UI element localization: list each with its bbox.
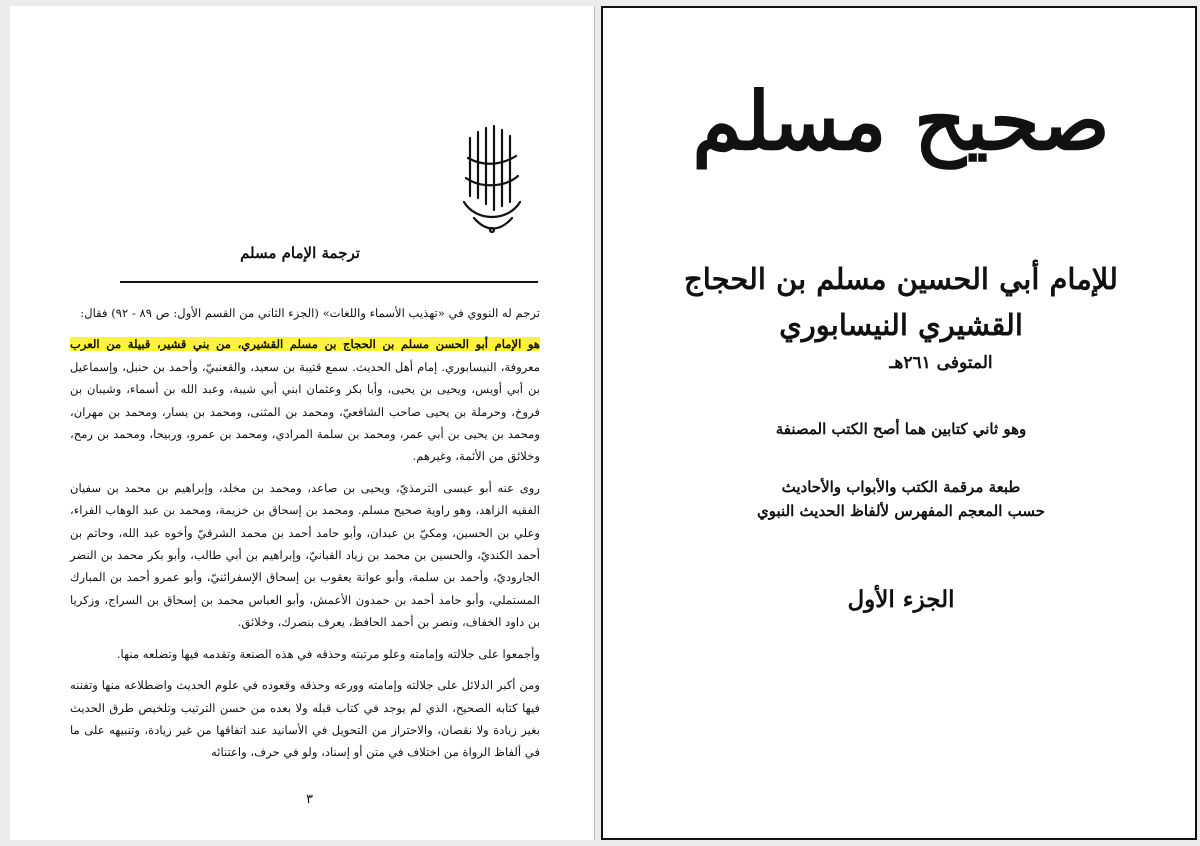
- death-date: المتوفى ٢٦١هـ: [889, 353, 993, 373]
- page-number: ٣: [306, 792, 313, 807]
- paragraph-highlighted: [70, 333, 540, 467]
- highlighted-sentence: هو الإمام أبو الحسن مسلم بن الحجاج بن مسلم القشيري، من بني قشير، قبيلة من العرب: [70, 337, 540, 352]
- book-description: وهو ثاني كتابين هما أصح الكتب المصنفة: [775, 420, 1027, 438]
- paragraph-text: وأجمعوا على جلالته وإمامته وعلو مرتبته وحذقه في هذه الصنعة وتقدمه فيها وتضلعه منها.: [116, 646, 540, 661]
- edition-note-1: طبعة مرقمة الكتب والأبواب والأحاديث: [781, 478, 1021, 496]
- paragraph-intro: [70, 302, 540, 324]
- basmala-calligraphy: [456, 118, 528, 238]
- edition-note-2: حسب المعجم المفهرس لألفاظ الحديث النبوي: [757, 502, 1045, 520]
- author-line-1: للإمام أبي الحسين مسلم بن الحجاج: [684, 262, 1118, 296]
- title-underline: [120, 281, 538, 283]
- biography-text: [70, 302, 540, 773]
- paragraph-text: روى عنه أبو عيسى الترمذيّ، ويحيى بن صاعد، ومحمد بن مخلد، وإبراهيم بن محمد بن سفيان الفقيه الزاهد، وهو راوية صحيح مسلم. ومحمد بن إسحاق بن خزيمة، ومحمد بن عبد الوهاب الفراء، وعلي بن الحسين، ومكيّ بن عبدان، وأبو حامد أحمد بن محمد الشرقيّ وأخوه عبد الله، وحاتم بن أحمد الكنديّ، والحسين بن محمد بن زياد القبانيّ، وإبراهيم بن أبي طالب، وأبو بكر محمد بن النضر الجاروديّ، وأحمد بن سلمة، وأبو عوانة يعقوب بن إسحاق الإسفرائنيّ، وأبو عمرو أحمد بن المبارك المستملي، وأبو حامد أحمد بن حمدون الأعمش، وأبو العباس محمد بن إسحاق بن السراج، وزكريا بن داود الخفاف، ونصر بن أحمد الحافظ، يعرف بنصرك، وخلائق.: [70, 480, 540, 630]
- paragraph-evidence: [70, 674, 540, 764]
- book-title: صحيح مسلم: [692, 74, 1110, 168]
- right-page-cover: [601, 6, 1197, 840]
- author-line-2: القشيري النيسابوري: [779, 308, 1023, 342]
- paragraph-text: ومن أكبر الدلائل على جلالته وإمامته وورعه وحذقه وقعوده في علوم الحديث واضطلاعه منها وتفننه فيها كتابه الصحيح، الذي لم يوجد في كتاب قبله ولا بعده من حسن الترتيب وتلخيص طرق الحديث بغير زيادة ولا نقصان، والاحتراز من التحويل في الأسانيد عند اتفاقها من غير زيادة، وتنبيهه على ما في ألفاظ الرواة من اختلاف في متن أو إسناد، ولو في حرف، واعتنائه: [70, 678, 540, 760]
- left-page: [10, 6, 595, 840]
- volume-label: الجزء الأول: [847, 586, 955, 613]
- section-title: ترجمة الإمام مسلم: [240, 244, 360, 262]
- paragraph-consensus: [70, 643, 540, 665]
- paragraph-text: ترجم له النووي في «تهذيب الأسماء واللغات» (الجزء الثاني من القسم الأول: ص ٨٩ - ٩٢) فقال:: [80, 306, 540, 320]
- paragraph-text: معروفة، النيسابوري. إمام أهل الحديث. سمع قتيبة بن سعيد، والقعنبيّ، وأحمد بن حنبل، وإسماعيل بن أبي أويس، ويحيى بن يحيى، وأبا بكر وعثمان ابني أبي شيبة، وعبد الله بن أسماء، وشيبان بن فروخ، وحرملة بن يحيى صاحب الشافعيّ، ومحمد بن المثنى، ومحمد بن يسار، ومحمد بن مهران، ومحمد بن يحيى بن أبي عمر، ومحمد بن سلمة المرادي، ومحمد بن عمرو، وربيحا، ومحمد بن رمح، وخلائق من الأئمة، وغيرهم.: [70, 359, 540, 464]
- paragraph-narrators: [70, 477, 540, 634]
